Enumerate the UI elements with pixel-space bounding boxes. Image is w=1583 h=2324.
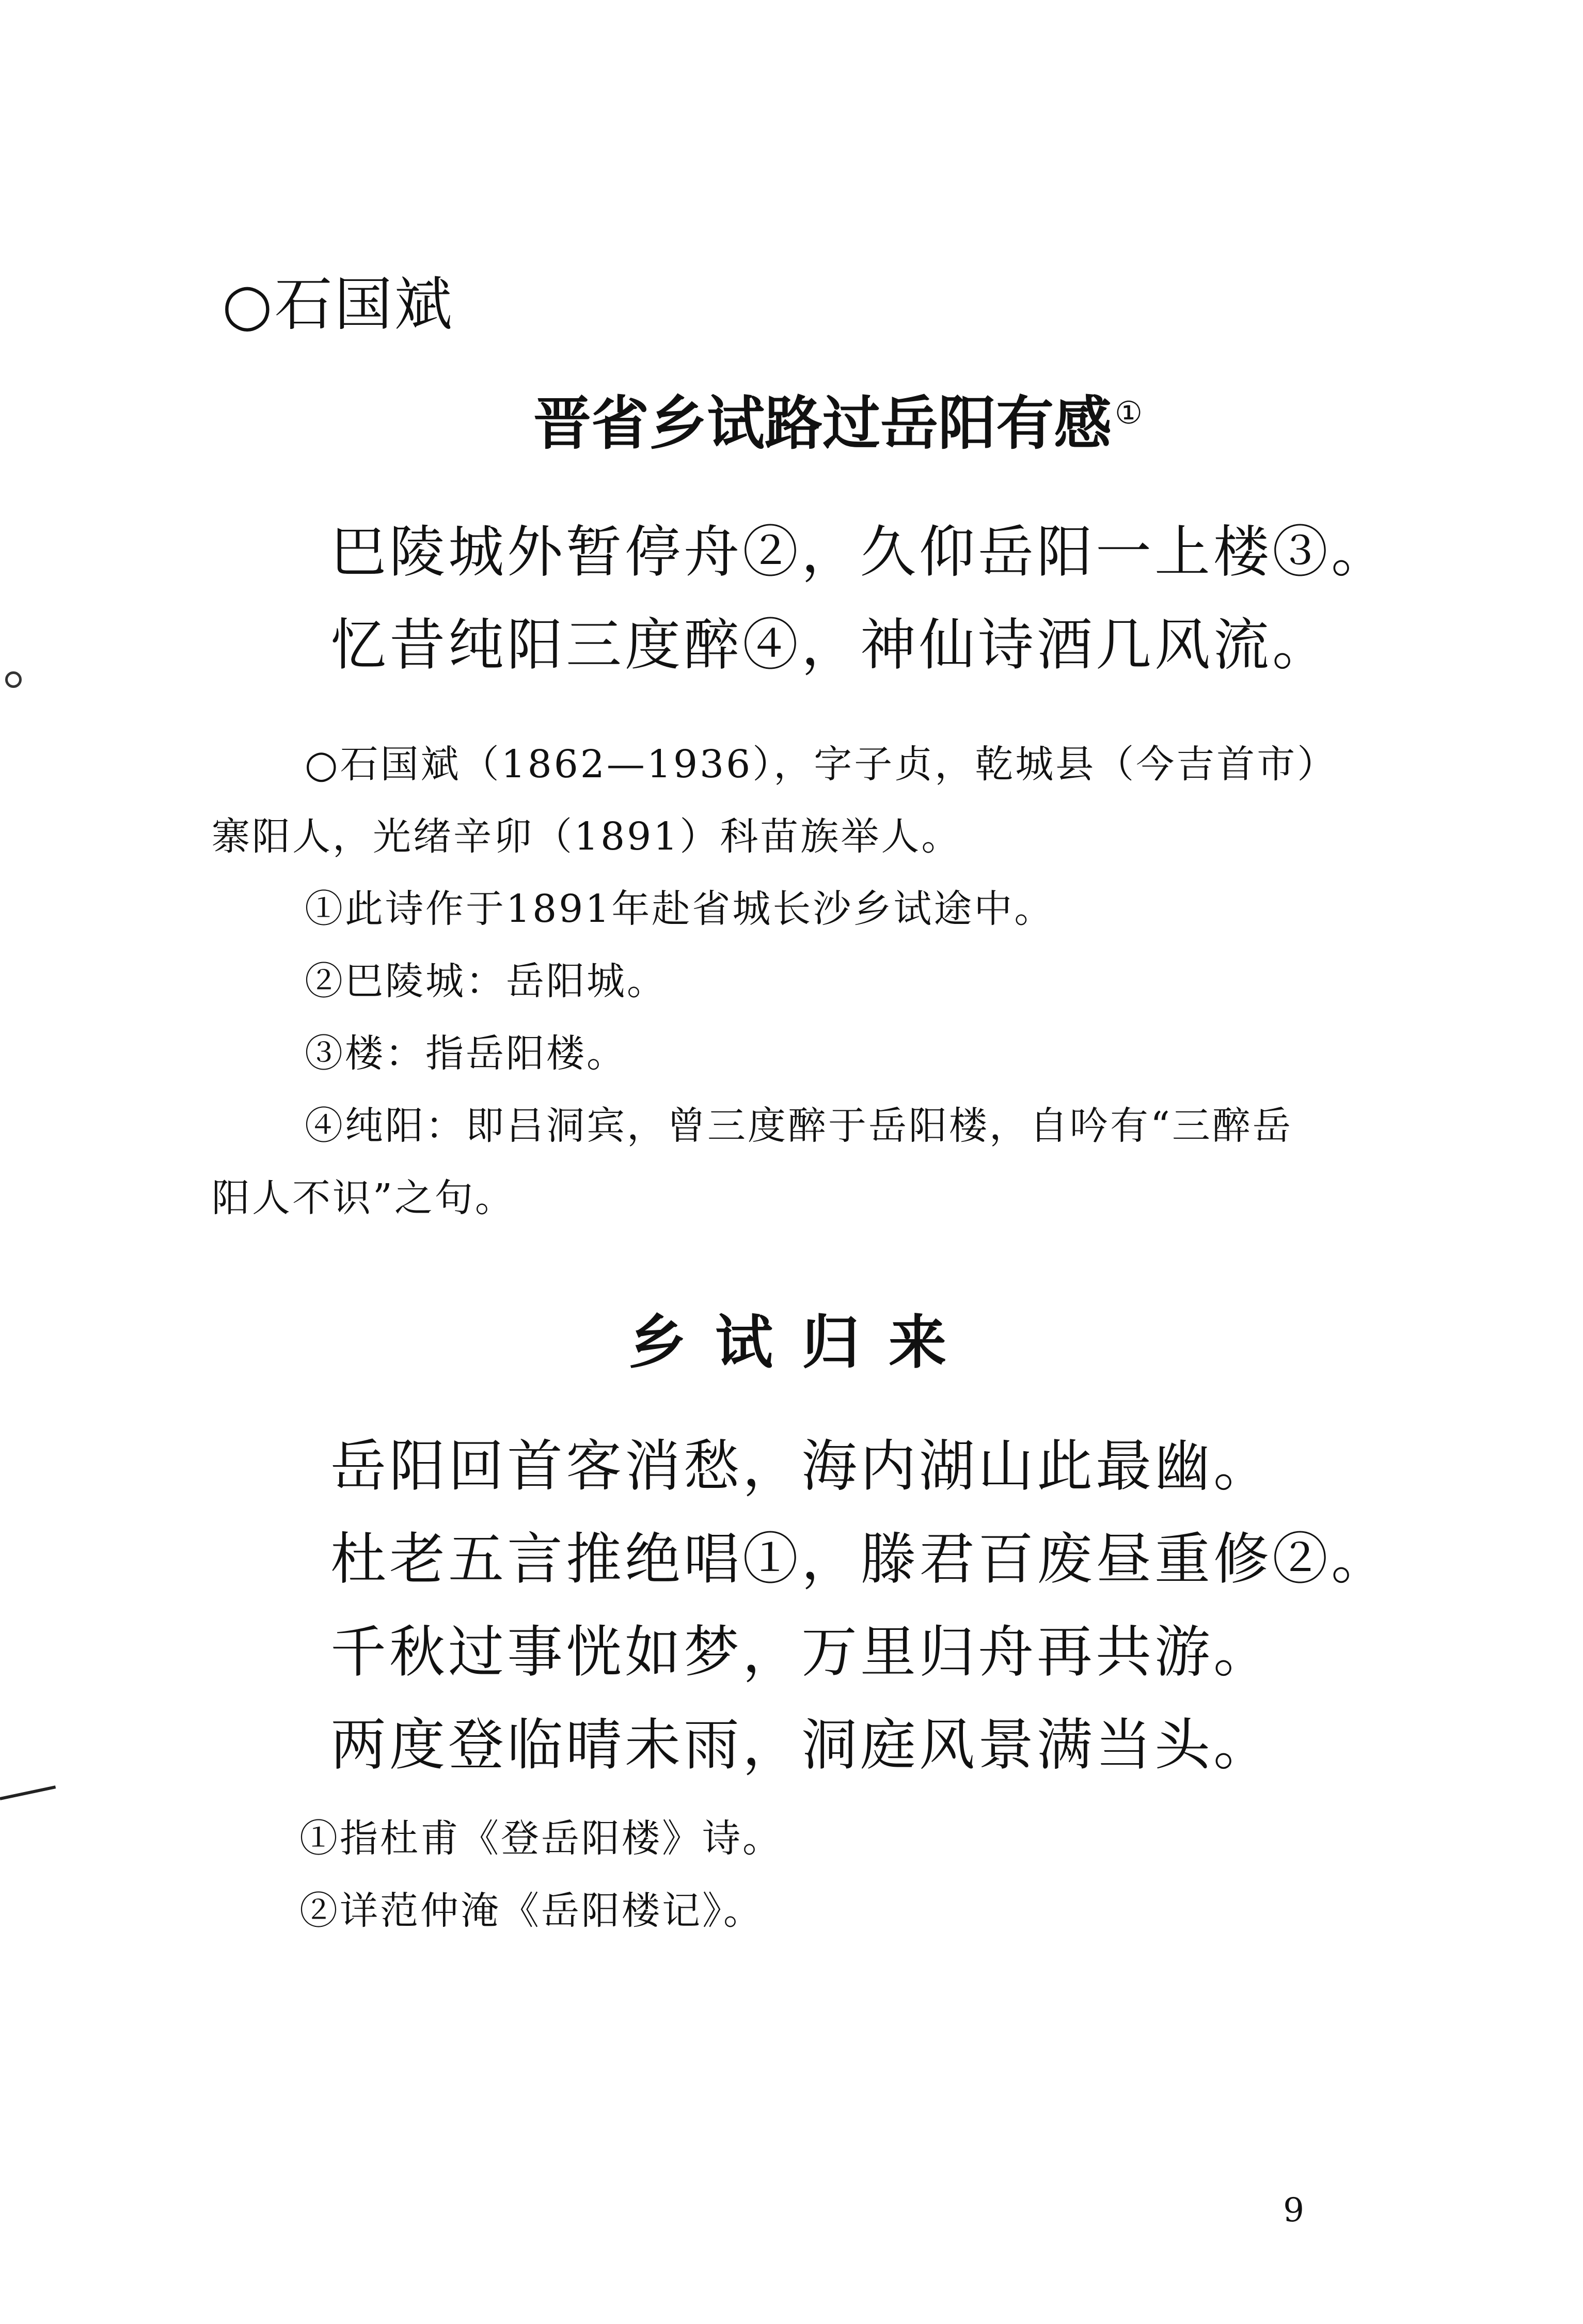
poem-line: 千秋过事恍如梦，万里归舟再共游。	[330, 1620, 1273, 1685]
footnote: ①指杜甫《登岳阳楼》诗。	[299, 1816, 783, 1861]
scan-margin-mark	[0, 1785, 56, 1800]
footnote: ②巴陵城：岳阳城。	[305, 959, 667, 1003]
poem-line: 巴陵城外暂停舟②，久仰岳阳一上楼③。	[330, 520, 1390, 585]
footnote-marker: ①	[1115, 395, 1143, 431]
poem-line: 岳阳回首客消愁，海内湖山此最幽。	[330, 1434, 1273, 1499]
poem-body	[330, 506, 1390, 692]
page-number: 9	[1283, 2191, 1304, 2229]
poem-line: 杜老五言推绝唱①，滕君百废昼重修②。	[330, 1527, 1390, 1592]
poem-title: 乡试归来	[628, 1309, 975, 1376]
author-bio-line: 寨阳人，光绪辛卯（1891）科苗族举人。	[212, 814, 962, 859]
annotations	[299, 1802, 1497, 1947]
poem-title	[0, 377, 1583, 460]
poem-title-text: 晋省乡试路过岳阳有感	[533, 390, 1112, 458]
poem-line: 两度登临晴未雨，洞庭风景满当头。	[330, 1713, 1273, 1778]
footnote: ③楼：指岳阳楼。	[305, 1031, 627, 1076]
author-heading: ○石国斌	[222, 271, 454, 338]
scan-margin-dot	[5, 671, 22, 688]
poem-line: 忆昔纯阳三度醉④，神仙诗酒几风流。	[330, 613, 1332, 678]
footnote-line: 阳人不识”之句。	[212, 1176, 515, 1220]
poem-body	[330, 1420, 1390, 1792]
footnote: ①此诗作于1891年赴省城长沙乡试途中。	[305, 887, 1055, 931]
author-bio	[212, 728, 1410, 873]
footnote-line: ④纯阳：即吕洞宾，曾三度醉于岳阳楼，自吟有“三醉岳	[305, 1104, 1293, 1148]
annotations	[212, 728, 1410, 1234]
footnote	[212, 1090, 1410, 1234]
footnote: ②详范仲淹《岳阳楼记》。	[299, 1889, 764, 1933]
author-bio-line: ○石国斌（1862—1936），字子贞，乾城县（今吉首市）	[305, 742, 1338, 787]
